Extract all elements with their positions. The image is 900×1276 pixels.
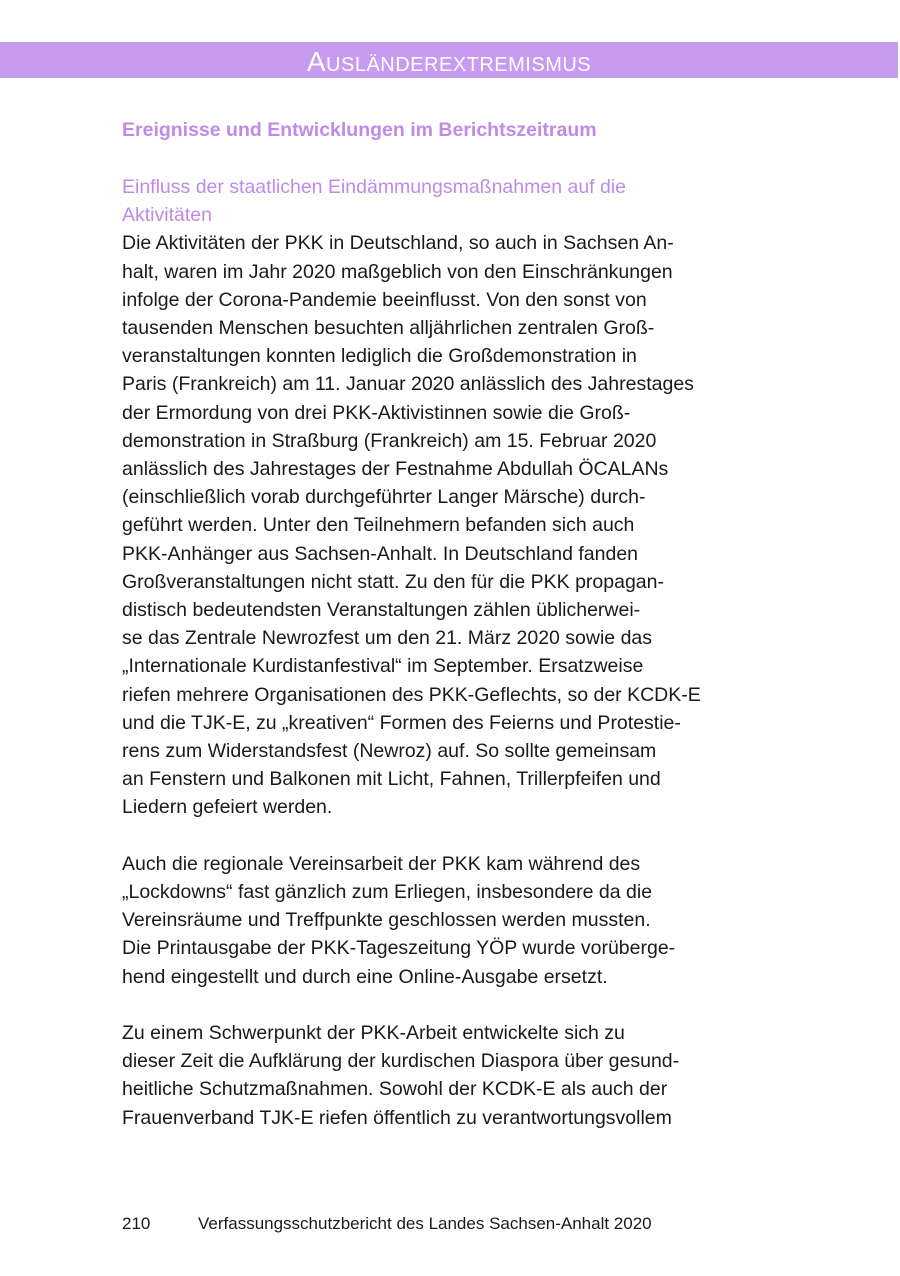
text-line: veranstaltungen konnten lediglich die Großdemonstration in (122, 345, 637, 368)
text-line: geführt werden. Unter den Teilnehmern befanden sich auch (122, 514, 635, 537)
text-line: dieser Zeit die Aufklärung der kurdischen Diaspora über gesund- (122, 1050, 680, 1073)
paragraph (122, 229, 778, 821)
text-line: hend eingestellt und durch eine Online-Ausgabe ersetzt. (122, 965, 608, 988)
text-line: „Lockdowns“ fast gänzlich zum Erliegen, insbesondere da die (122, 881, 653, 904)
text-line: Vereinsräume und Treffpunkte geschlossen werden mussten. (122, 909, 651, 932)
paragraph (122, 850, 778, 991)
publication-title: Verfassungsschutzbericht des Landes Sachsen-Anhalt 2020 (198, 1214, 652, 1233)
text-line: riefen mehrere Organisationen des PKK-Geflechts, so der KCDK-E (122, 683, 701, 706)
text-line: Auch die regionale Vereinsarbeit der PKK kam während des (122, 852, 641, 875)
text-line: Die Aktivitäten der PKK in Deutschland, so auch in Sachsen An- (122, 232, 674, 255)
subheading (122, 173, 778, 229)
text-line: infolge der Corona-Pandemie beeinflusst. Von den sonst von (122, 288, 647, 311)
text-line: Zu einem Schwerpunkt der PKK-Arbeit entwickelte sich zu (122, 1022, 625, 1045)
body-text (122, 229, 778, 1131)
text-line: Frauenverband TJK-E riefen öffentlich zu verantwortungsvollem (122, 1106, 672, 1129)
chapter-banner (0, 42, 898, 78)
text-line: PKK-Anhänger aus Sachsen-Anhalt. In Deutschland fanden (122, 542, 639, 565)
subheading-line: Aktivitäten (122, 204, 212, 227)
text-line: (einschließlich vorab durchgeführter Langer Märsche) durch- (122, 486, 646, 509)
page-number: 210 (122, 1214, 151, 1233)
subheading-line: Einfluss der staatlichen Eindämmungsmaßnahmen auf die (122, 176, 627, 198)
text-line: halt, waren im Jahr 2020 maßgeblich von den Einschränkungen (122, 260, 673, 283)
text-line: „Internationale Kurdistanfestival“ im September. Ersatzweise (122, 655, 644, 678)
page-footer (122, 1213, 652, 1235)
paragraph (122, 1019, 778, 1132)
paragraph-gap (122, 822, 778, 850)
text-line: Die Printausgabe der PKK-Tageszeitung YÖP wurde vorüberge- (122, 937, 676, 960)
page-body (122, 112, 778, 1132)
text-line: heitliche Schutzmaßnahmen. Sowohl der KCDK-E als auch der (122, 1078, 668, 1101)
text-line: rens zum Widerstandsfest (Newroz) auf. So sollte gemeinsam (122, 740, 657, 763)
text-line: anlässlich des Jahrestages der Festnahme Abdullah ÖCALANs (122, 458, 669, 481)
text-line: Paris (Frankreich) am 11. Januar 2020 anlässlich des Jahrestages (122, 373, 694, 396)
text-line: demonstration in Straßburg (Frankreich) am 15. Februar 2020 (122, 429, 657, 452)
paragraph-gap (122, 991, 778, 1019)
text-line: und die TJK-E, zu „kreativen“ Formen des Feierns und Protestie- (122, 711, 681, 734)
text-line: der Ermordung von drei PKK-Aktivistinnen sowie die Groß- (122, 401, 631, 424)
text-line: distisch bedeutendsten Veranstaltungen zählen üblicherwei- (122, 599, 641, 622)
text-line: Liedern gefeiert werden. (122, 796, 333, 819)
text-line: tausenden Menschen besuchten alljährlichen zentralen Groß- (122, 317, 655, 340)
text-line: Großveranstaltungen nicht statt. Zu den für die PKK propagan- (122, 570, 664, 593)
chapter-title: Ausländerextremismus (306, 46, 592, 77)
text-line: an Fenstern und Balkonen mit Licht, Fahnen, Trillerpfeifen und (122, 768, 661, 791)
section-heading: Ereignisse und Entwicklungen im Berichtszeitraum (122, 119, 597, 141)
text-line: se das Zentrale Newrozfest um den 21. März 2020 sowie das (122, 627, 653, 650)
